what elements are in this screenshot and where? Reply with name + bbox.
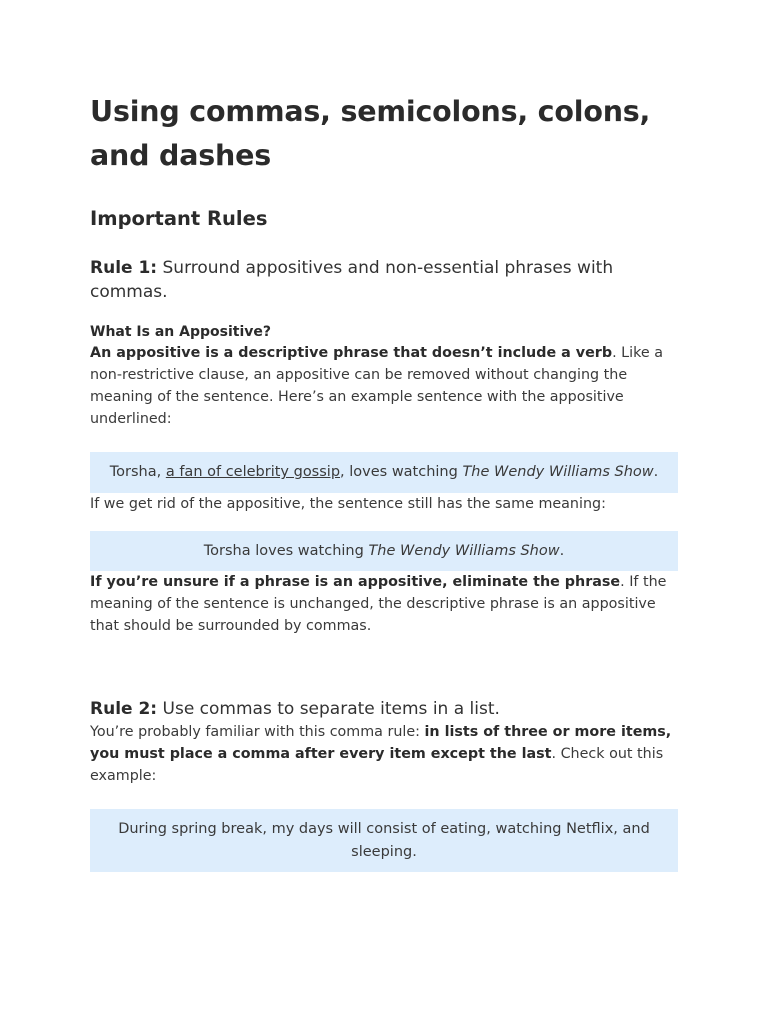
appositive-paragraph bbox=[90, 342, 678, 430]
rule-1-label: Rule 1: bbox=[90, 258, 158, 278]
remove-paragraph: If we get rid of the appositive, the sentence still has the same meaning: bbox=[90, 495, 606, 512]
rule-1-text: Surround appositives and non-essential phrases with commas. bbox=[90, 258, 614, 302]
list-rule-bold: in lists of three or more items, you must place a comma after every item except the last bbox=[90, 724, 672, 762]
rule-1 bbox=[90, 256, 678, 304]
example-1-start: Torsha, bbox=[109, 464, 166, 480]
example-box-2 bbox=[90, 531, 678, 572]
unsure-paragraph bbox=[90, 571, 678, 637]
example-2-show-title: The Wendy Williams Show bbox=[368, 542, 560, 559]
example-1-middle: , loves watching bbox=[340, 464, 463, 480]
list-rest: . Check out this example: bbox=[90, 746, 664, 784]
page-title: Using commas, semicolons, colons, and dashes bbox=[90, 95, 651, 172]
example-2-start: Torsha loves watching bbox=[203, 542, 369, 559]
unsure-bold: If you’re unsure if a phrase is an appositive, eliminate the phrase bbox=[90, 574, 621, 590]
example-box-3: During spring break, my days will consist of eating, watching Netflix, and sleeping. bbox=[90, 809, 678, 872]
rule-2-label: Rule 2: bbox=[90, 699, 158, 719]
section-heading: Important Rules bbox=[90, 207, 268, 230]
appositive-paragraph-rest: . Like a non-restrictive clause, an appositive can be removed without changing the meaning of the sentence. Here’s an example sentence with the appositive underlined: bbox=[90, 345, 663, 427]
example-2-end: . bbox=[559, 542, 565, 559]
example-box-1 bbox=[90, 452, 678, 493]
list-start: You’re probably familiar with this comma rule: bbox=[90, 724, 425, 740]
appositive-heading: What Is an Appositive? bbox=[90, 324, 271, 340]
rule-2 bbox=[90, 697, 678, 721]
example-1-appositive: a fan of celebrity gossip bbox=[165, 464, 341, 480]
example-1-end: . bbox=[653, 464, 659, 480]
unsure-rest: . If the meaning of the sentence is unchanged, the descriptive phrase is an appositive that should be surrounded by commas. bbox=[90, 574, 667, 634]
example-1-show-title: The Wendy Williams Show bbox=[462, 464, 654, 480]
list-paragraph bbox=[90, 721, 678, 787]
appositive-definition: An appositive is a descriptive phrase that doesn’t include a verb bbox=[90, 345, 613, 361]
rule-2-text: Use commas to separate items in a list. bbox=[157, 699, 500, 719]
